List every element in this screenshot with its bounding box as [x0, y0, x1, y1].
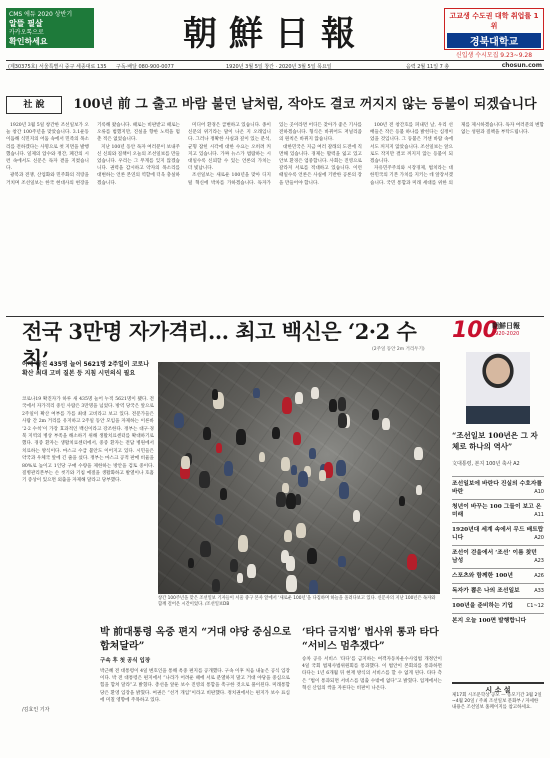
anniversary-sidebar: [452, 318, 544, 738]
article-headline[interactable]: ‘타다 금지법’ 법사위 통과 타다 “서비스 멈추겠다”: [302, 627, 439, 652]
logo-number: 100: [452, 318, 498, 343]
photo-person: [329, 399, 337, 412]
ad-text: 제17회 시조문학상 공모 — 응모기간 3월 2일~4월 20일 / 주최 조선일보 문화부 / 자세한 내용은 조선일보 홈페이지를 참고하세요.: [452, 693, 542, 710]
photo-person: [295, 392, 302, 404]
editorial-paragraph: 대한민국은 지금 여러 갈래의 도전에 직면해 있습니다. 경제는 활력을 잃고 있고 안보 환경은 엄중합니다. 사회는 진영으로 갈라져 서로를 적대하고 있습니다. 이런 때일수록 언론은 사실에 기반한 공론의 장을 만들어야 합니다.: [279, 144, 362, 186]
centennial-logo: [452, 318, 544, 348]
index-item[interactable]: [452, 568, 544, 583]
article-body: 승차 공유 서비스 ‘타다’를 금지하는 여객자동차운수사업법 개정안이 4일 국회 법제사법위원회를 통과했다. 이 법안이 본회의를 통과하면 타다는 1년 6개월 뒤 현재 방식의 서비스를 할 수 없게 된다. 타다 측은 “법이 통과되면 서비스를 멈출 수밖에 없다”고 밝혔다. 업계에서는 혁신 산업의 싹을 자른다는 비판이 나온다.: [302, 657, 442, 691]
date-info: 1920년 3월 5일 창간 · 2020년 3월 5일 목요일: [226, 64, 332, 70]
index-item[interactable]: [452, 476, 544, 499]
editorial-paragraph: 지난 100년 동안 독자 여러분이 보내주신 신뢰와 질책이 오늘의 조선일보를 만들었습니다. 우리는 그 무게를 잊지 않겠습니다. 권력을 감시하고 약자의 목소리를 대변하는 언론 본연의 역할에 더욱 충실하겠습니다.: [97, 144, 180, 186]
ad-line: CMS 에듀 2020 상반기: [9, 11, 73, 18]
index-title: 1920년대 세계 속에서 무드 배트랍니다: [452, 527, 544, 541]
photo-person: [291, 465, 297, 475]
ad-badge: 시 소 설: [485, 686, 511, 694]
photo-person: [199, 471, 210, 488]
photo-person: [407, 554, 417, 570]
editorial-paragraph: 100년 전 창간호를 펴내던 날, 우리 선배들은 작은 등불 하나를 밝힌다는 심정이었을 것입니다. 그 등불은 거센 바람 속에서도 꺼지지 않았습니다. 조선일보는 앞으로도 작지만 결코 꺼지지 않는 등불이 되겠습니다.: [370, 123, 453, 165]
photo-person: [284, 530, 292, 542]
photo-person: [338, 397, 346, 411]
sidebar-quote-source: 文대통령, 본지 100년 축사 A2: [452, 461, 520, 467]
photo-person: [224, 461, 233, 476]
photo-person: [203, 427, 211, 440]
photo-person: [247, 564, 256, 578]
photo-person: [215, 514, 222, 525]
editorial-paragraph: 자유민주주의와 시장경제, 법치라는 대한민국의 기본 가치를 지키는 데 앞장서겠습니다. 국민 통합과 미래 세대를 위한 의제를 제시하겠습니다. 독자 여러분의 변함없는 성원과 질책을 부탁드립니다.: [370, 123, 544, 186]
index-page: A10: [534, 489, 544, 495]
sidebar-ad[interactable]: [452, 682, 544, 752]
photo-person: [338, 413, 347, 428]
ad-line: 확인하세요: [9, 36, 48, 46]
editorial-body: [6, 122, 544, 318]
photo-person: [293, 432, 301, 445]
lead-subheadline: 어제 확진 435명 늘어 5621명 2주일이 코로나 확산 최대 고비 질본 등 지침 시민의식 필요: [22, 361, 150, 377]
newspaper-title: 朝鮮日報: [183, 14, 367, 54]
index-item[interactable]: [452, 522, 544, 545]
sidebar-quote[interactable]: “조선일보 100년은 그 자체로 하나의 역사”: [452, 431, 538, 451]
photo-person: [200, 541, 210, 558]
index-page: A11: [534, 512, 544, 518]
photo-person: [338, 556, 345, 567]
editorial-title[interactable]: 100년 前 그 출고 바람 불던 날처럼, 작아도 결코 꺼지지 않는 등불이 되겠습니다: [73, 97, 537, 112]
index-title: 조선이 걷을에서 ‘조선’ 이름 찾던 남성: [452, 550, 537, 564]
photo-person: [216, 443, 222, 453]
article-body: 박근혜 전 대통령이 4일 변호인을 통해 옥중 편지를 공개했다. 구속 이후 처음 내놓은 공식 입장이다. 박 전 대통령은 편지에서 “나라가 어려운 때에 서로 분열하지 말고 거대 야당을 중심으로 힘을 합쳐 달라”고 밝혔다. 총선을 앞둔 보수 진영의 통합을 촉구한 것으로 풀이된다. 미래통합당은 환영 입장을 밝혔다. 여권은 “선거 개입”이라고 비판했다. 정치권에서는 편지가 보수 표심에 미칠 영향에 주목하고 있다.: [100, 669, 290, 703]
photo-person: [286, 493, 297, 510]
masthead: [0, 0, 550, 60]
photo-person: [188, 558, 194, 568]
photo-person: [416, 485, 422, 495]
ad-university: 경북대학교: [447, 33, 541, 48]
editorial-paragraph: 1920년 3월 5일 창간한 조선일보가 오늘 창간 100주년을 맞았습니다. 3.1운동 이듬해 식민지의 어둠 속에서 민족의 목소리를 전하겠다는 사명으로 첫 지면을 발행했습니다. 일제의 압수와 정간, 폐간의 시련 속에서도 신문은 독자 곁을 지켰습니다.: [6, 123, 89, 172]
photo-person: [353, 510, 360, 522]
index-page: A26: [534, 573, 544, 579]
photo-person: [307, 548, 317, 564]
president-portrait: [466, 352, 530, 424]
photo-person: [382, 418, 390, 430]
index-item[interactable]: [452, 598, 544, 613]
editorial-paragraph: 광복과 전쟁, 산업화와 민주화의 격랑을 거치며 조선일보는 한국 현대사의 현장을 기록해 왔습니다. 때로는 비판받고 때로는 오류를 범했지만, 진실을 향한 노력을 멈춘 적은 없었습니다.: [6, 123, 180, 186]
sidebar-index: [452, 476, 544, 628]
section-divider: [6, 316, 544, 317]
index-page: A23: [534, 558, 544, 564]
index-item[interactable]: [452, 545, 544, 568]
photo-person: [298, 471, 308, 488]
photo-caption: 창간 100주년을 맞은 조선일보 기자들이 서울 중구 본사 앞에서 ‘새로운 100년’을 다짐하며 하늘을 올려다보고 있다. 신문사의 지난 100년은 독자와 함께 걸어온 시간이었다. /조선일보DB: [158, 596, 436, 607]
editorial-section: [6, 96, 544, 318]
editorial-paragraph: 미디어 환경은 급변하고 있습니다. 종이 신문의 위기라는 말이 나온 지 오래입니다. 그러나 정확한 사실과 깊이 있는 분석, 균형 잡힌 시각에 대한 수요는 오히려 커지고 있습니다. 가짜 뉴스가 범람하는 시대일수록 신뢰할 수 있는 언론의 가치는 더 빛납니다.: [188, 123, 271, 172]
photo-person: [319, 470, 325, 480]
photo-person: [282, 397, 293, 414]
photo-person: [181, 456, 189, 469]
editorial-label: 社 說: [6, 96, 62, 114]
index-title: 조선일보에 바란다 진실의 수호자를 바란: [452, 481, 543, 495]
photo-person: [276, 492, 285, 507]
photo-person: [272, 427, 280, 440]
index-page: C1~12: [526, 603, 544, 609]
article-byline: 구속 후 첫 공식 입장: [100, 658, 151, 664]
photo-person: [414, 447, 422, 460]
photo-person: [259, 452, 265, 462]
staff-group-photo: [158, 362, 440, 594]
index-title: 본지 오늘 100면 발행합니다: [452, 618, 527, 624]
photo-person: [230, 559, 238, 572]
photo-person: [309, 448, 316, 459]
lead-headline[interactable]: 전국 3만명 자가격리… 최고 백신은 ‘2·2 수칙’: [22, 319, 417, 372]
index-item[interactable]: [452, 499, 544, 522]
photo-person: [311, 387, 319, 399]
photo-person: [286, 575, 296, 592]
index-title: 청년이 바꾸는 100 그들이 보고 온 미래: [452, 504, 542, 518]
photo-person: [238, 535, 248, 551]
photo-person: [309, 580, 318, 594]
logo-years: 1920-2020: [492, 331, 520, 337]
photo-person: [296, 523, 306, 539]
photo-person: [372, 409, 379, 420]
ad-line: 카카오톡으로: [9, 29, 44, 37]
index-title: 독자가 뽑은 나의 조선일보: [452, 588, 520, 594]
ad-banner-left[interactable]: [6, 8, 94, 48]
photo-person: [212, 389, 218, 399]
photo-person: [286, 556, 295, 570]
photo-person: [237, 573, 243, 583]
photo-person: [281, 457, 290, 471]
article-headline[interactable]: 박 前대통령 옥중 편지 “거대 야당 중심으로 합쳐달라”: [100, 627, 292, 652]
lead-reporter: /김효인 기자: [22, 707, 50, 713]
photo-person: [339, 482, 350, 499]
index-item[interactable]: [452, 583, 544, 598]
ad-line: 신입생 수시모집 9.23~9.28: [455, 52, 533, 59]
info-bar: [6, 60, 544, 70]
issue-info: (제30375호) 서울특별시 중구 세종대로 135: [8, 64, 107, 70]
index-title: 스포츠와 함께한 100년: [452, 573, 513, 579]
site-link[interactable]: chosun.com: [501, 62, 542, 69]
photo-person: [174, 413, 184, 428]
index-title: 100년을 준비하는 기업: [452, 603, 513, 609]
photo-person: [212, 579, 220, 592]
photo-person: [220, 488, 228, 500]
subscription-info: 구독·배달 080-900-0077: [116, 64, 174, 70]
ad-line: 알뜰 필살: [9, 18, 43, 28]
index-page: A20: [534, 535, 544, 541]
logo-text: 朝鮮日報: [492, 321, 520, 330]
headline-note: (2주일 동안 2m 거리두기): [372, 347, 425, 352]
index-page: A33: [534, 588, 544, 594]
page-count: 음력 2월 11일 7 총: [406, 64, 450, 70]
photo-person: [236, 429, 246, 445]
ad-banner-right[interactable]: [444, 8, 544, 59]
photo-person: [336, 460, 346, 476]
index-item[interactable]: [452, 613, 544, 628]
editorial-paragraph: 조선일보는 새로운 100년을 맞아 디지털 혁신에 박차를 가하겠습니다. 독자가 있는 곳이라면 어디든 찾아가 좋은 기사를 전하겠습니다. 형식은 바뀌어도 저널리즘의 원칙은 바뀌지 않습니다.: [188, 123, 362, 186]
ad-line: 고교생 수도권 대학 취업률 1위: [449, 12, 539, 30]
photo-person: [253, 388, 259, 398]
lead-body: 코로나19 확진자가 하루 새 435명 늘어 누적 5621명이 됐다. 전국에서 자가격리 중인 사람은 3만명을 넘었다. 방역 당국은 앞으로 2주일이 확산 여부를 가를 최대 고비라고 보고 있다. 전문가들은 사람 간 2m 거리를 유지하고 2주일 동안 모임을 자제하는 이른바 ‘2·2 수칙’이 가장 효과적인 백신이라고 강조한다. 정부는 대구·경북 지역의 병상 부족을 해소하기 위해 생활치료센터를 확대하기로 했다. 경증 환자는 생활치료센터에서, 중증 환자는 전담 병원에서 치료하는 방식이다. 마스크 수급 불안도 이어지고 있다. 시민들은 약국과 우체국 앞에 긴 줄을 섰다. 정부는 마스크 공적 판매 비율을 80%로 높이고 1인당 구매 수량을 제한하는 방안을 검토 중이다. 질병관리본부는 손 씻기와 기침 예절을 생활화하고 발열이나 호흡기 증상이 있으면 외출을 자제해 달라고 당부했다.: [22, 397, 154, 484]
photo-person: [399, 496, 405, 506]
